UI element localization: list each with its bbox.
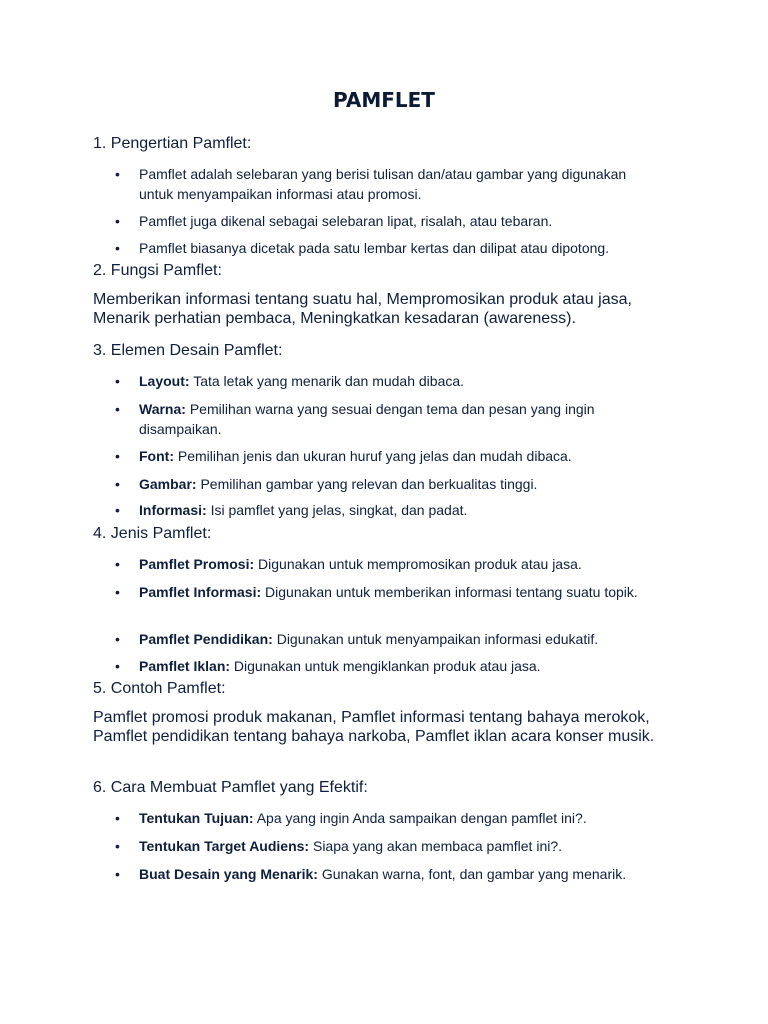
list-item: • Font: Pemilihan jenis dan ukuran huruf yang jelas dan mudah dibaca. [139, 446, 659, 466]
list-item: • Gambar: Pemilihan gambar yang relevan dan berkualitas tinggi. [139, 474, 659, 494]
list-item: • Pamflet Promosi: Digunakan untuk mempromosikan produk atau jasa. [139, 554, 659, 574]
section-heading-jenis: 4. Jenis Pamflet: [93, 525, 212, 542]
list-item: • Pamflet Informasi: Digunakan untuk memberikan informasi tentang suatu topik. [139, 582, 659, 602]
list-item: • Pamflet Iklan: Digunakan untuk mengiklankan produk atau jasa. [139, 656, 659, 676]
section-heading-fungsi: 2. Fungsi Pamflet: [93, 262, 222, 279]
list-item: • Pamflet juga dikenal sebagai selebaran lipat, risalah, atau tebaran. [139, 211, 659, 231]
list-item: • Buat Desain yang Menarik: Gunakan warna, font, dan gambar yang menarik. [139, 864, 659, 884]
paragraph-contoh: Pamflet promosi produk makanan, Pamflet informasi tentang bahaya merokok, Pamflet pendidikan tentang bahaya narkoba, Pamflet iklan acara konser musik. [93, 709, 655, 745]
list-item: • Pamflet adalah selebaran yang berisi tulisan dan/atau gambar yang digunakan untuk menyampaikan informasi atau promosi. [139, 164, 659, 204]
list-item: • Informasi: Isi pamflet yang jelas, singkat, dan padat. [139, 500, 659, 520]
list-item: • Pamflet Pendidikan: Digunakan untuk menyampaikan informasi edukatif. [139, 629, 659, 649]
section-heading-contoh: 5. Contoh Pamflet: [93, 680, 226, 697]
list-item: • Tentukan Tujuan: Apa yang ingin Anda sampaikan dengan pamflet ini?. [139, 808, 659, 828]
list-item: • Tentukan Target Audiens: Siapa yang akan membaca pamflet ini?. [139, 836, 659, 856]
list-item: • Warna: Pemilihan warna yang sesuai dengan tema dan pesan yang ingin disampaikan. [139, 399, 659, 439]
list-item: • Pamflet biasanya dicetak pada satu lembar kertas dan dilipat atau dipotong. [139, 238, 659, 258]
section-heading-pengertian: 1. Pengertian Pamflet: [93, 135, 252, 152]
paragraph-fungsi: Memberikan informasi tentang suatu hal, Mempromosikan produk atau jasa, Menarik perhatian pembaca, Meningkatkan kesadaran (awareness). [93, 291, 632, 327]
page-title: PAMFLET [333, 88, 435, 112]
list-item: • Layout: Tata letak yang menarik dan mudah dibaca. [139, 371, 659, 391]
section-heading-cara-membuat: 6. Cara Membuat Pamflet yang Efektif: [93, 779, 368, 796]
section-heading-elemen-desain: 3. Elemen Desain Pamflet: [93, 342, 283, 359]
